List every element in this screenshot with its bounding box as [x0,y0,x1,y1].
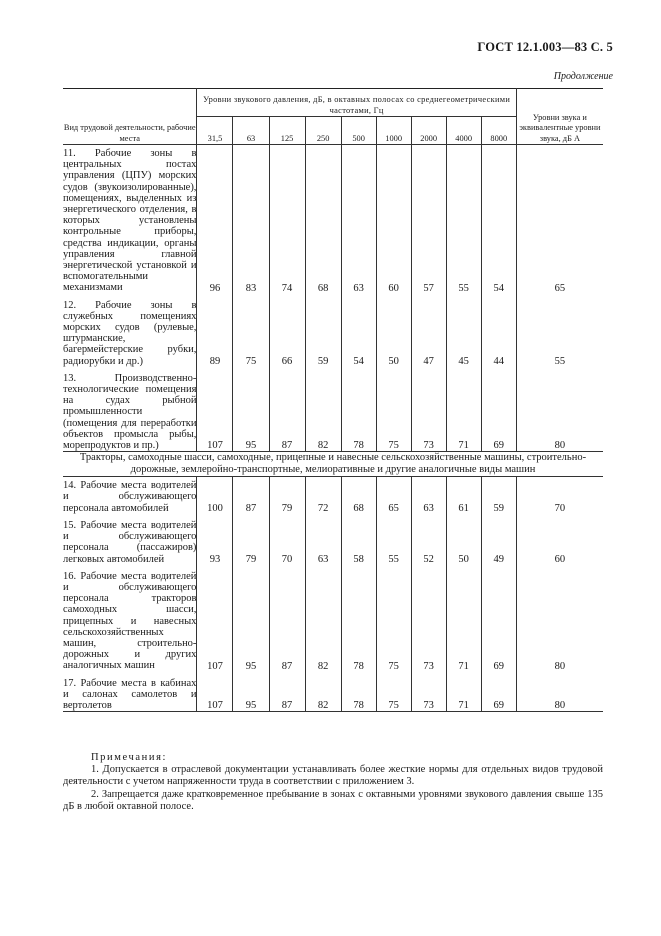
level-cell: 95 [233,565,269,672]
frequency-header: 125 [269,117,305,145]
table-row [63,367,603,452]
activity-cell: 13. Производственно-технологические помещения на судах рыбной промышленности (помещения для переработки объектов промысла рыбы, морепродуктов и пр.) [63,367,197,452]
frequency-header: 31,5 [197,117,233,145]
noise-norms-table [63,88,603,712]
level-cell: 58 [341,514,376,565]
level-cell: 57 [411,145,446,294]
level-cell: 61 [446,477,481,514]
level-cell: 75 [376,565,411,672]
level-cell: 75 [376,367,411,452]
level-cell: 63 [411,477,446,514]
notes-title: Примечания: [91,752,168,763]
level-cell: 55 [376,514,411,565]
level-cell: 59 [305,294,341,367]
column-header-activity: Вид трудовой деятельности, рабочие места [63,89,197,145]
equiv-level-cell: 60 [554,553,566,565]
activity-cell: 11. Рабочие зоны в центральных постах управления (ЦПУ) морских судов (звукоизолированные), помещениях, выделенных из энергетического отделения, в которых установлены контрольные приборы, средства индикации, органы управления главной энергетической установкой и вспомогательными механизмами [63,145,197,294]
frequency-header: 2000 [411,117,446,145]
table-row [63,294,603,367]
level-cell: 74 [269,145,305,294]
table-row [63,145,603,294]
header-row-top [63,89,603,117]
level-cell: 69 [481,672,516,712]
level-cell: 72 [305,477,341,514]
level-cell: 95 [233,367,269,452]
level-cell: 75 [233,294,269,367]
level-cell: 71 [446,565,481,672]
level-cell: 75 [376,672,411,712]
level-cell: 66 [269,294,305,367]
frequency-header: 1000 [376,117,411,145]
notes-section [63,752,603,813]
equiv-level-cell: 70 [554,502,566,514]
level-cell: 87 [269,367,305,452]
section-title: Тракторы, самоходные шасси, самоходные, прицепные и навесные сельскохозяйственные машины, строительно-дорожные, землеройно-транспортные, мелиоративные и другие аналогичные виды машин [63,452,603,477]
document-code: ГОСТ 12.1.003—83 С. 5 [477,40,613,54]
level-cell: 95 [233,672,269,712]
level-cell: 52 [411,514,446,565]
level-cell: 69 [481,565,516,672]
level-cell: 70 [269,514,305,565]
level-cell: 59 [481,477,516,514]
activity-cell: 14. Рабочие места водителей и обслуживающего персонала автомобилей [63,477,197,514]
section-row [63,452,603,477]
level-cell: 79 [269,477,305,514]
level-cell: 100 [197,477,233,514]
level-cell: 82 [305,672,341,712]
level-cell: 78 [341,672,376,712]
frequency-header: 63 [233,117,269,145]
level-cell: 49 [481,514,516,565]
table-row [63,672,603,712]
level-cell: 107 [197,367,233,452]
level-cell: 69 [481,367,516,452]
frequency-header: 8000 [481,117,516,145]
level-cell: 68 [341,477,376,514]
table-row [63,514,603,565]
level-cell: 73 [411,367,446,452]
equiv-level-cell: 80 [554,660,566,672]
level-cell: 96 [197,145,233,294]
level-cell: 63 [305,514,341,565]
activity-cell: 16. Рабочие места водителей и обслуживающего персонала тракторов самоходных шасси, прицепных и навесных сельскохозяйственных машин, строительно-дорожных и других аналогичных машин [63,565,197,672]
level-cell: 87 [269,565,305,672]
level-cell: 83 [233,145,269,294]
equiv-level-cell: 55 [554,355,566,367]
level-cell: 44 [481,294,516,367]
equiv-level-cell: 80 [554,440,566,452]
level-cell: 82 [305,565,341,672]
frequency-header: 500 [341,117,376,145]
level-cell: 93 [197,514,233,565]
activity-cell: 15. Рабочие места водителей и обслуживающего персонала (пассажиров) легковых автомобилей [63,514,197,565]
level-cell: 60 [376,145,411,294]
note-item: 1. Допускается в отраслевой документации устанавливать более жесткие нормы для отдельных видов трудовой деятельности с учетом напряженности труда в соответствии с приложением 3. [63,764,603,788]
level-cell: 50 [446,514,481,565]
column-header-levels: Уровни звукового давления, дБ, в октавных полосах со среднегеометрическими частотами, Гц [197,89,516,117]
equiv-level-cell: 80 [516,672,603,712]
level-cell: 107 [197,565,233,672]
continuation-label: Продолжение [553,71,613,82]
level-cell: 45 [446,294,481,367]
level-cell: 79 [233,514,269,565]
level-cell: 82 [305,367,341,452]
level-cell: 65 [376,477,411,514]
level-cell: 78 [341,565,376,672]
level-cell: 87 [269,672,305,712]
level-cell: 68 [305,145,341,294]
level-cell: 54 [341,294,376,367]
level-cell: 50 [376,294,411,367]
activity-cell: 12. Рабочие зоны в служебных помещениях морских судов (рулевые, штурманские, багермейстерские рубки, радиорубки и др.) [63,294,197,367]
level-cell: 47 [411,294,446,367]
level-cell: 71 [446,367,481,452]
level-cell: 87 [233,477,269,514]
table-row [63,477,603,514]
level-cell: 54 [481,145,516,294]
equiv-level-cell: 65 [554,282,566,294]
column-header-equiv: Уровни звука и эквивалентные уровни звука, дБ А [516,89,603,145]
level-cell: 63 [341,145,376,294]
level-cell: 71 [446,672,481,712]
frequency-header: 4000 [446,117,481,145]
level-cell: 89 [197,294,233,367]
activity-cell: 17. Рабочие места в кабинах и салонах самолетов и вертолетов [63,672,197,712]
frequency-header: 250 [305,117,341,145]
note-item: 2. Запрещается даже кратковременное пребывание в зонах с октавными уровнями звукового давления свыше 135 дБ в любой октавной полосе. [63,788,603,812]
level-cell: 73 [411,672,446,712]
level-cell: 78 [341,367,376,452]
table-row [63,565,603,672]
level-cell: 107 [197,672,233,712]
level-cell: 55 [446,145,481,294]
level-cell: 73 [411,565,446,672]
